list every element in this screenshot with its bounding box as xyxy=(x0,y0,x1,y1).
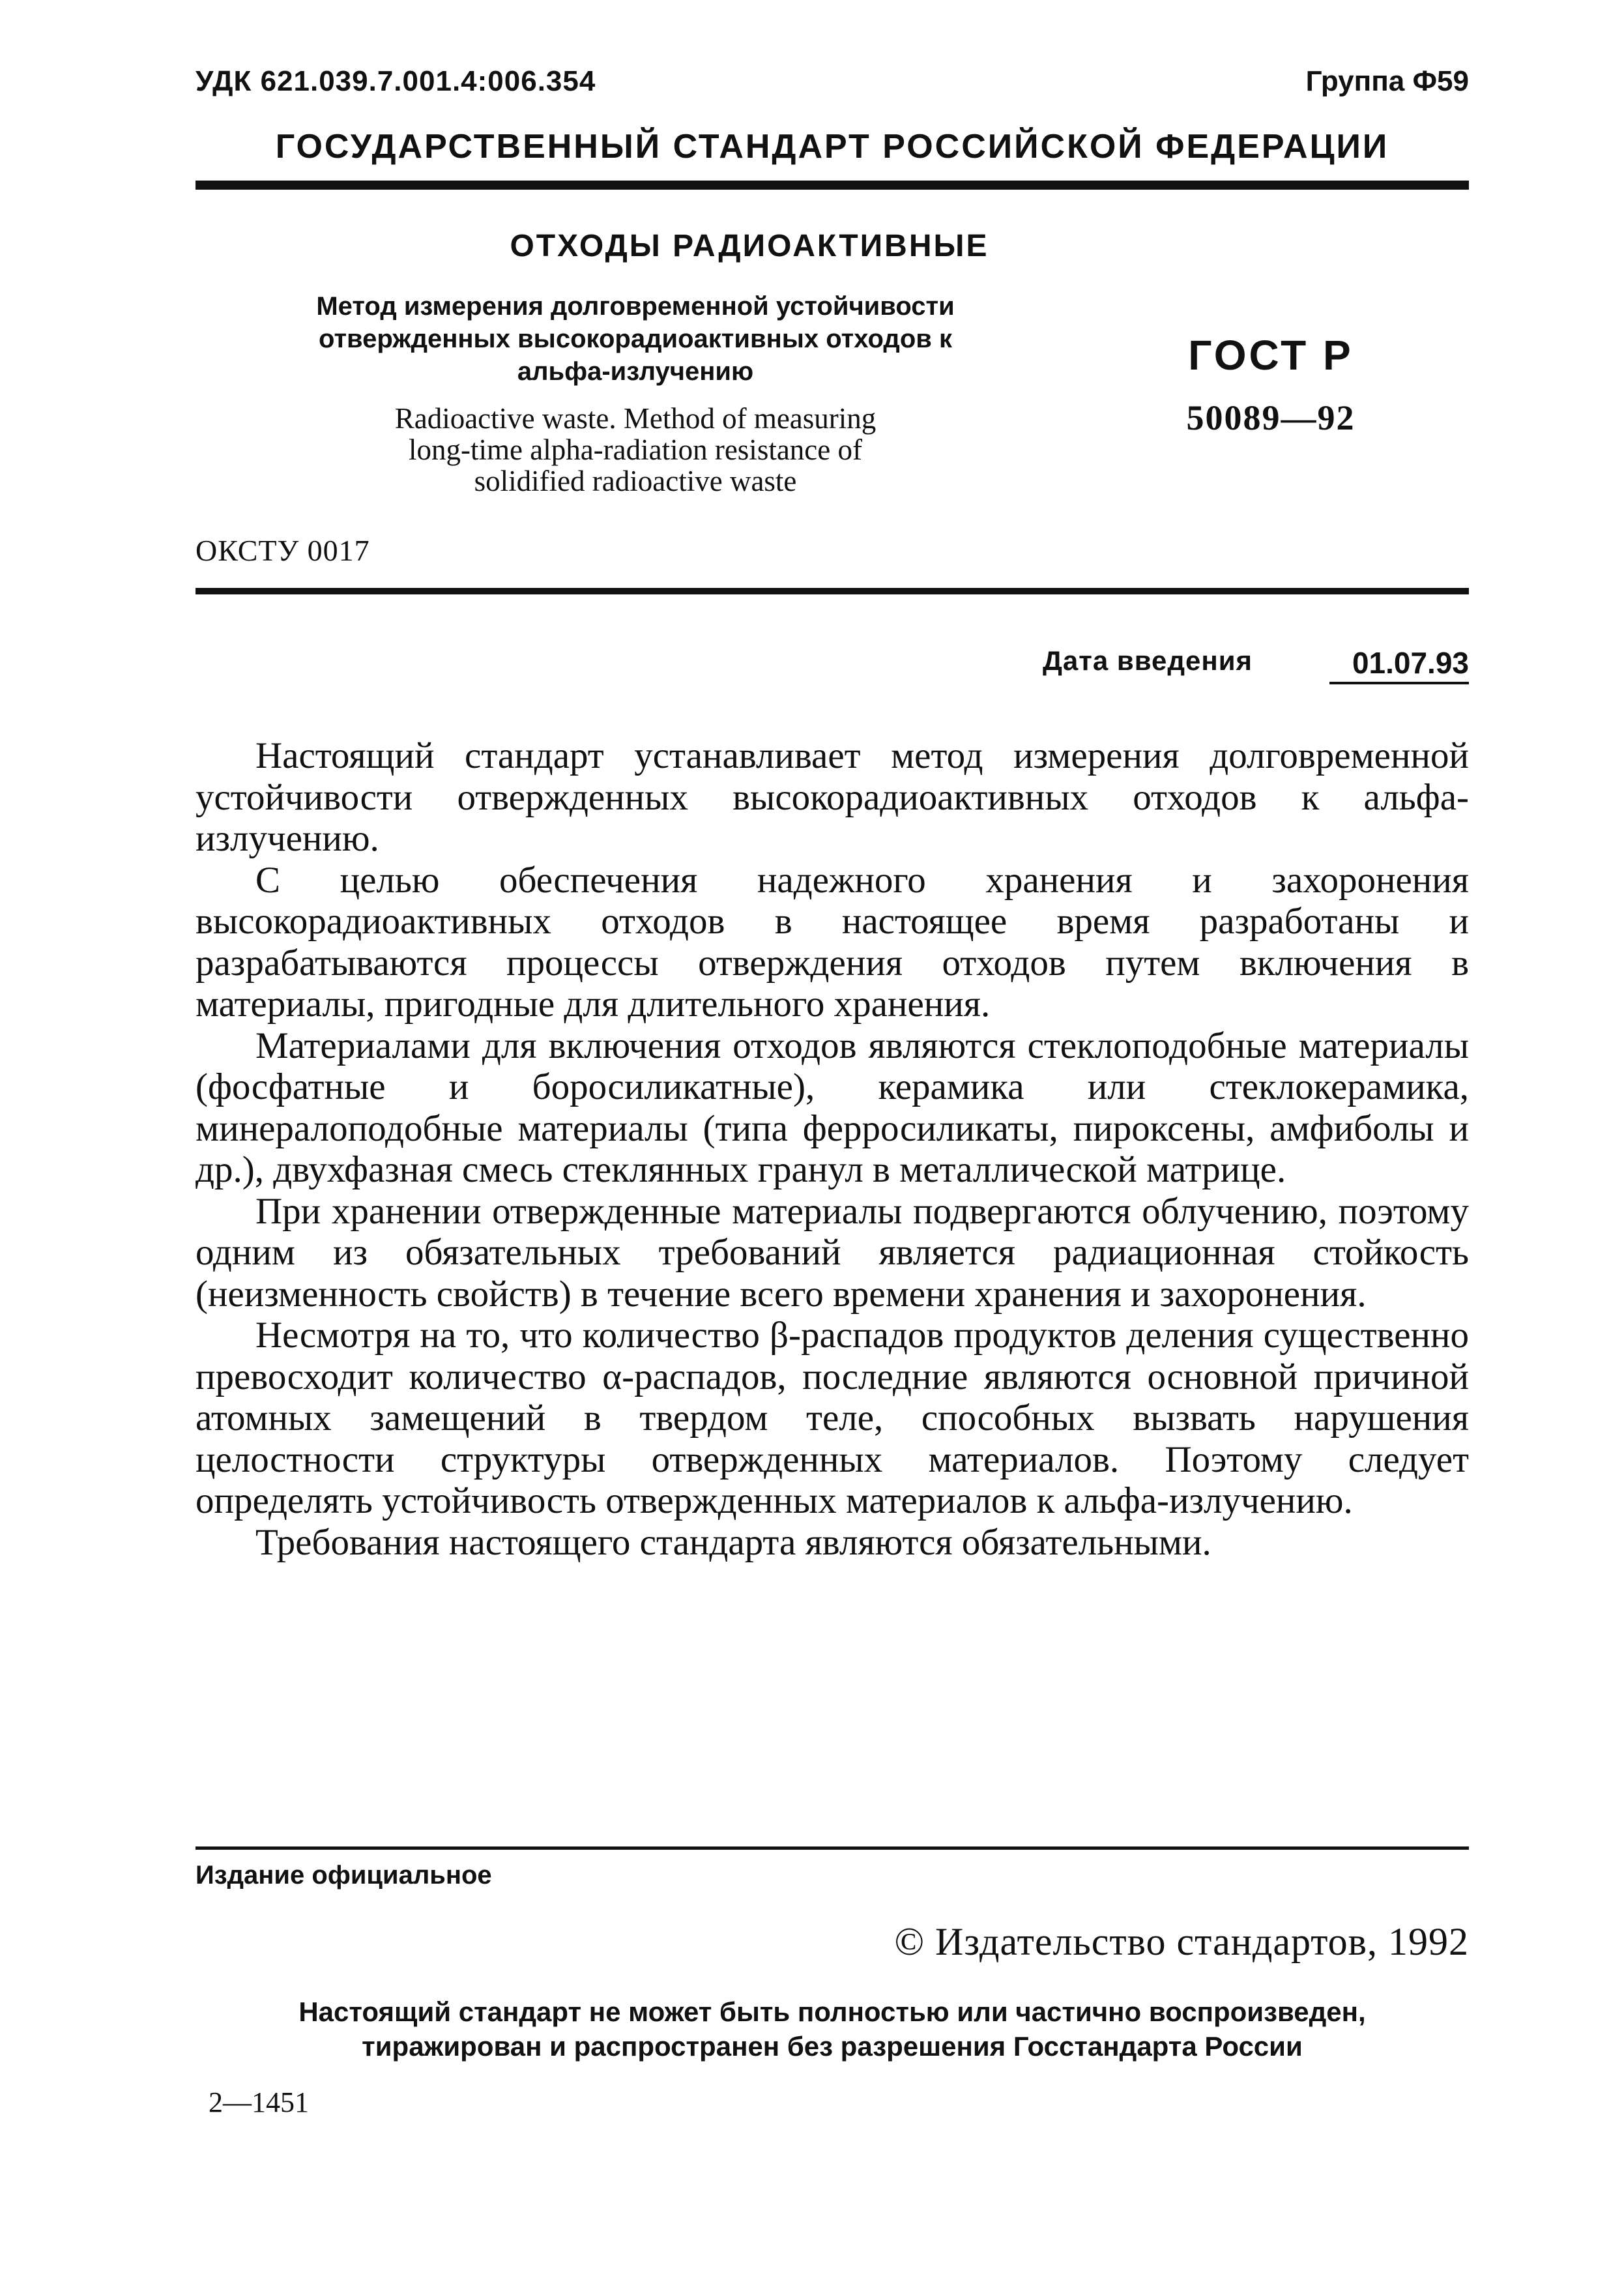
state-standard-heading: ГОСУДАРСТВЕННЫЙ СТАНДАРТ РОССИЙСКОЙ ФЕДЕРАЦИИ xyxy=(275,128,1389,166)
subtitle-en-line: long-time alpha-radiation resistance of xyxy=(409,433,862,466)
date-underline xyxy=(1329,682,1469,684)
body-text xyxy=(196,735,1469,1563)
paragraph: С целью обеспечения надежного хранения и захоронения высокорадиоактивных отходов в настоящее время разработаны и разрабатываются процессы отверждения отходов путем включения в материалы, пригодные для длительного хранения. xyxy=(196,859,1469,1025)
paragraph: При хранении отвержденные материалы подвергаются облучению, поэтому одним из обязательных требований является радиационная стойкость (неизменность свойств) в течение всего времени хранения и захоронения. xyxy=(196,1190,1469,1315)
intro-date-value: 01.07.93 xyxy=(1352,646,1469,680)
paragraph: Несмотря на то, что количество β-распадов продуктов деления существенно превосходит количество α-распадов, последние являются основной причиной атомных замещений в твердом теле, способных вызвать нарушения целостности структуры отвержденных материалов. Поэтому следует определять устойчивость отвержденных материалов к альфа-излучению. xyxy=(196,1315,1469,1521)
subtitle-ru-line: альфа-излучению xyxy=(517,357,754,386)
print-code: 2—1451 xyxy=(209,2086,309,2118)
gost-number: 50089—92 xyxy=(1186,398,1356,437)
notice-line: тиражирован и распространен без разрешения Госстандарта России xyxy=(362,2031,1303,2062)
middle-rule xyxy=(196,588,1469,594)
official-edition-label: Издание официальное xyxy=(196,1861,492,1890)
notice-line: Настоящий стандарт не может быть полностью или частично воспроизведен, xyxy=(298,1996,1366,2027)
paragraph: Требования настоящего стандарта являются обязательными. xyxy=(255,1521,1211,1563)
udc-code: УДК 621.039.7.001.4:006.354 xyxy=(196,65,596,97)
copyright-notice: © Издательство стандартов, 1992 xyxy=(894,1920,1469,1963)
group-code: Группа Ф59 xyxy=(1305,65,1469,97)
subtitle-ru-line: Метод измерения долговременной устойчивости xyxy=(316,292,955,321)
footer-rule xyxy=(196,1846,1469,1850)
reproduction-notice xyxy=(196,1994,1469,2064)
subtitle-en-line: solidified radioactive waste xyxy=(474,465,797,497)
subtitle-russian xyxy=(261,290,1010,388)
gost-label: ГОСТ Р xyxy=(1188,332,1354,379)
subtitle-ru-line: отвержденных высокорадиоактивных отходов к xyxy=(319,325,952,353)
intro-date-label: Дата введения xyxy=(1043,645,1253,676)
top-rule xyxy=(196,181,1469,190)
document-title: ОТХОДЫ РАДИОАКТИВНЫЕ xyxy=(510,229,989,263)
subtitle-english xyxy=(261,403,1010,497)
paragraph: Материалами для включения отходов являются стеклоподобные материалы (фосфатные и боросиликатные), керамика или стеклокерамика, минералоподобные материалы (типа ферросиликаты, пироксены, амфиболы и др.), двухфазная смесь стеклянных гранул в металлической матрице. xyxy=(196,1025,1469,1190)
subtitle-en-line: Radioactive waste. Method of measuring xyxy=(394,402,877,435)
paragraph: Настоящий стандарт устанавливает метод измерения долговременной устойчивости отвержденных высокорадиоактивных отходов к альфа-излучению. xyxy=(196,735,1469,859)
okstu-code: ОКСТУ 0017 xyxy=(196,534,370,567)
